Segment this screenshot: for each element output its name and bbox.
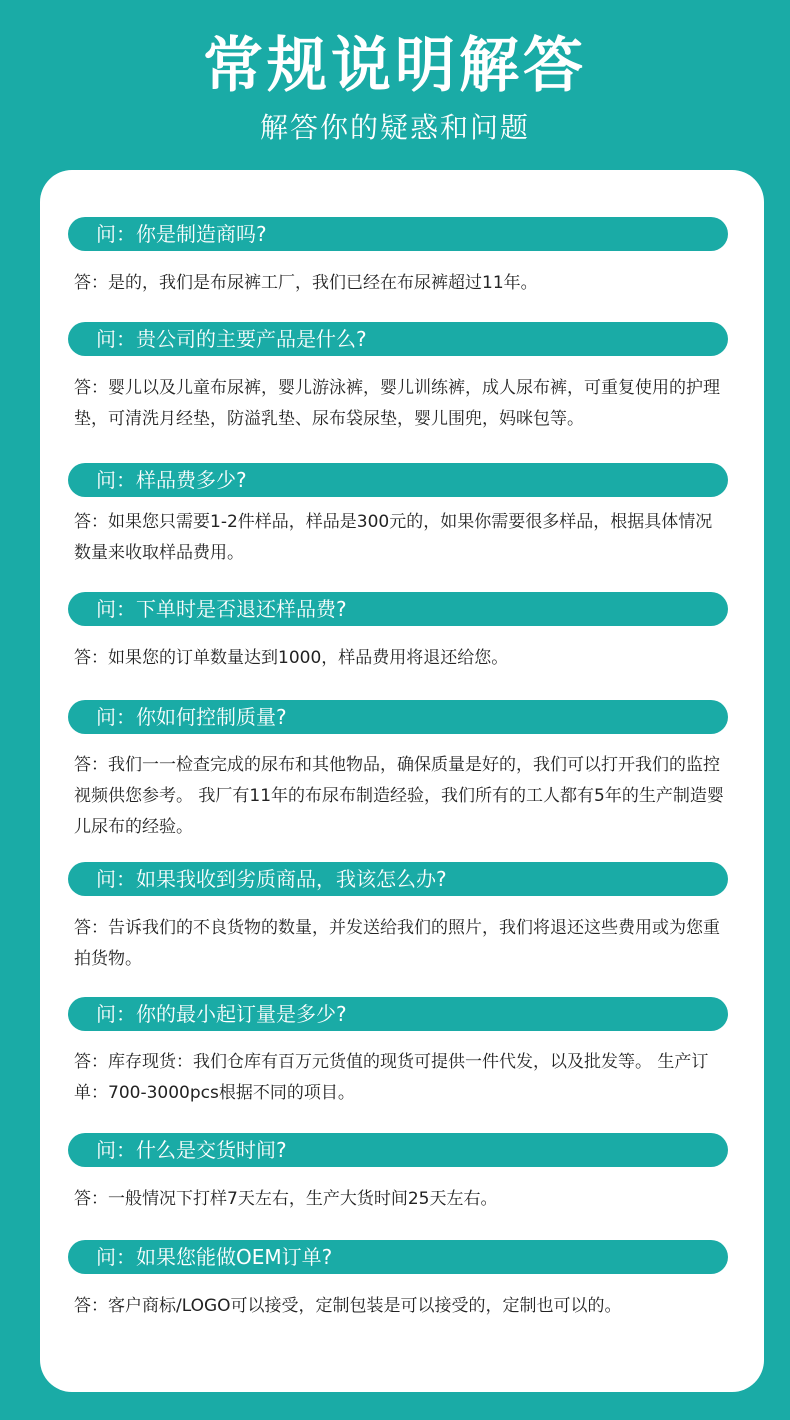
answer-text: 答：库存现货：我们仓库有百万元货值的现货可提供一件代发，以及批发等。 生产订单：700-3000pcs根据不同的项目。 [74,1052,709,1103]
question-banner: 问：你是制造商吗? [68,217,728,251]
page-title: 常规说明解答 [203,31,587,101]
page-subtitle: 解答你的疑惑和问题 [259,111,530,144]
question-banner: 问：贵公司的主要产品是什么? [68,322,728,356]
answer-text: 答：婴儿以及儿童布尿裤，婴儿游泳裤，婴儿训练裤，成人尿布裤，可重复使用的护理垫，可清洗月经垫，防溢乳垫、尿布袋尿垫，婴儿围兜，妈咪包等。 [74,378,720,429]
answer-text: 答：一般情况下打样7天左右，生产大货时间25天左右。 [74,1189,498,1209]
answer-text: 答：是的，我们是布尿裤工厂，我们已经在布尿裤超过11年。 [74,273,538,293]
question-banner: 问：你的最小起订量是多少? [68,997,728,1031]
question-banner: 问：下单时是否退还样品费? [68,592,728,626]
answer-text: 答：如果您只需要1-2件样品，样品是300元的，如果你需要很多样品，根据具体情况数量来收取样品费用。 [74,512,713,563]
question-banner: 问：如果我收到劣质商品，我该怎么办? [68,862,728,896]
answer-text: 答：如果您的订单数量达到1000，样品费用将退还给您。 [74,648,509,668]
question-banner: 问：什么是交货时间? [68,1133,728,1167]
answer-text: 答：客户商标/LOGO可以接受，定制包装是可以接受的，定制也可以的。 [74,1296,622,1316]
answer-text: 答：我们一一检查完成的尿布和其他物品，确保质量是好的，我们可以打开我们的监控视频供您参考。 我厂有11年的布尿布制造经验，我们所有的工人都有5年的生产制造婴儿尿布的经验。 [74,755,724,837]
question-banner: 问：样品费多少? [68,463,728,497]
question-banner: 问：你如何控制质量? [68,700,728,734]
answer-text: 答：告诉我们的不良货物的数量，并发送给我们的照片，我们将退还这些费用或为您重拍货物。 [74,918,720,969]
question-banner: 问：如果您能做OEM订单? [68,1240,728,1274]
